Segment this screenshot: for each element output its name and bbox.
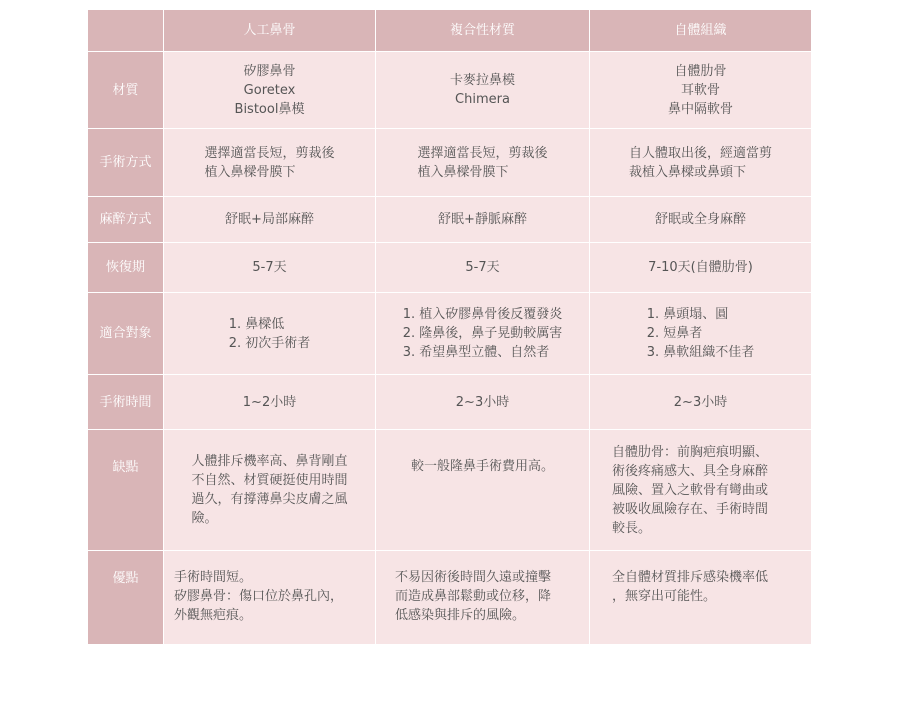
cell-line: 全自體材質排斥感染機率低 <box>612 570 769 585</box>
cell-line: 而造成鼻部鬆動或位移，降 <box>395 589 552 604</box>
cell-candidates-autologous <box>590 293 812 375</box>
cell-line: Bistool鼻模 <box>234 101 305 117</box>
header-artificial-nasal-bone <box>164 10 376 52</box>
cell-duration-artificial <box>164 375 376 430</box>
cell-method-artificial <box>164 129 376 197</box>
cell-material-composite <box>376 52 590 129</box>
cell-line: 2. 隆鼻後，鼻子晃動較厲害 <box>402 326 563 341</box>
row-label-surgical-method <box>88 129 164 197</box>
cell-line: 2~3小時 <box>455 394 510 410</box>
header-label: 複合性材質 <box>449 23 515 38</box>
cell-recovery-composite <box>376 243 590 293</box>
cell-method-autologous <box>590 129 812 197</box>
cell-line: 1~2小時 <box>242 394 297 410</box>
cell-pros-autologous <box>590 551 812 645</box>
row-label-disadvantages <box>88 430 164 551</box>
cell-line: 過久，有撐薄鼻尖皮膚之風 <box>191 492 348 507</box>
cell-pros-composite <box>376 551 590 645</box>
cell-line: 植入鼻樑骨膜下 <box>417 164 509 180</box>
cell-line: 被吸收風險存在、手術時間 <box>612 502 769 517</box>
header-autologous-tissue <box>590 10 812 52</box>
cell-line: 不易因術後時間久遠或撞擊 <box>395 570 552 585</box>
cell-line: 耳軟骨 <box>680 82 720 98</box>
row-label-surgery-duration <box>88 375 164 430</box>
cell-candidates-composite <box>376 293 590 375</box>
cell-line: Chimera <box>455 92 510 107</box>
row-label-text: 麻醉方式 <box>99 212 152 227</box>
cell-duration-autologous <box>590 375 812 430</box>
row-label-recovery <box>88 243 164 293</box>
cell-line: 較一般隆鼻手術費用高。 <box>410 459 554 474</box>
cell-line: 險。 <box>191 511 218 526</box>
cell-line: 5-7天 <box>252 260 287 275</box>
cell-line: 5-7天 <box>465 260 500 275</box>
cell-line: 舒眠+靜脈麻醉 <box>438 212 527 227</box>
cell-line: 選擇適當長短，剪裁後 <box>417 145 548 161</box>
cell-anesthesia-composite <box>376 197 590 243</box>
row-label-text: 適合對象 <box>99 326 152 341</box>
row-label-anesthesia <box>88 197 164 243</box>
row-label-text: 恢復期 <box>105 260 145 275</box>
row-label-text: 手術時間 <box>99 394 152 410</box>
cell-line: 7-10天(自體肋骨) <box>648 260 753 275</box>
cell-line: 1. 鼻樑低 <box>228 316 285 332</box>
cell-line: 矽膠鼻骨 <box>243 63 296 79</box>
row-label-text: 優點 <box>112 571 139 586</box>
cell-line: 術後疼痛感大、具全身麻醉 <box>612 464 769 479</box>
cell-line: 較長。 <box>612 521 652 536</box>
header-label: 人工鼻骨 <box>243 23 296 38</box>
cell-material-artificial <box>164 52 376 129</box>
cell-material-autologous <box>590 52 812 129</box>
cell-line: 3. 希望鼻型立體、自然者 <box>402 345 550 360</box>
cell-duration-composite <box>376 375 590 430</box>
cell-line: 2. 短鼻者 <box>646 326 703 341</box>
cell-line: 自人體取出後，經適當剪 <box>628 145 772 161</box>
cell-candidates-artificial <box>164 293 376 375</box>
cell-line: 植入鼻樑骨膜下 <box>204 164 296 180</box>
cell-line: 自體肋骨：前胸疤痕明顯、 <box>612 445 769 460</box>
cell-recovery-artificial <box>164 243 376 293</box>
cell-cons-composite <box>376 430 590 551</box>
cell-line: 人體排斥機率高、鼻背剛直 <box>191 454 348 469</box>
cell-anesthesia-artificial <box>164 197 376 243</box>
cell-anesthesia-autologous <box>590 197 812 243</box>
cell-line: 低感染與排斥的風險。 <box>395 608 526 623</box>
cell-line: 不自然、材質硬挺使用時間 <box>191 473 348 488</box>
cell-line: 矽膠鼻骨：傷口位於鼻孔內， <box>174 589 344 604</box>
header-label: 自體組織 <box>674 23 727 38</box>
cell-recovery-autologous <box>590 243 812 293</box>
cell-line: 1. 鼻頭塌、圓 <box>646 307 729 322</box>
row-label-advantages <box>88 551 164 645</box>
cell-line: 外觀無疤痕。 <box>174 608 253 623</box>
cell-line: 手術時間短。 <box>174 570 253 585</box>
cell-line: 自體肋骨 <box>674 63 727 79</box>
comparison-table <box>88 10 812 645</box>
cell-line: 2. 初次手術者 <box>228 335 311 351</box>
cell-line: 風險、置入之軟骨有彎曲或 <box>612 483 769 498</box>
cell-line: 2~3小時 <box>673 394 728 410</box>
cell-line: 裁植入鼻樑或鼻頭下 <box>628 164 746 180</box>
cell-line: 舒眠+局部麻醉 <box>225 212 314 227</box>
row-label-text: 手術方式 <box>99 155 152 170</box>
cell-line: 卡麥拉鼻模 <box>449 73 515 88</box>
header-composite-material <box>376 10 590 52</box>
cell-line: 舒眠或全身麻醉 <box>654 212 746 227</box>
cell-method-composite <box>376 129 590 197</box>
row-label-material <box>88 52 164 129</box>
cell-line: Goretex <box>243 82 296 98</box>
header-corner-cell <box>88 10 164 52</box>
row-label-text: 缺點 <box>112 460 139 475</box>
row-label-suitable-candidates <box>88 293 164 375</box>
cell-cons-artificial <box>164 430 376 551</box>
cell-line: ，無穿出可能性。 <box>612 589 717 604</box>
cell-cons-autologous <box>590 430 812 551</box>
cell-line: 選擇適當長短，剪裁後 <box>204 145 335 161</box>
row-label-text: 材質 <box>112 82 139 98</box>
cell-line: 鼻中隔軟骨 <box>667 101 733 117</box>
cell-line: 1. 植入矽膠鼻骨後反覆發炎 <box>402 307 563 322</box>
cell-line: 3. 鼻軟組織不佳者 <box>646 345 755 360</box>
cell-pros-artificial <box>164 551 376 645</box>
